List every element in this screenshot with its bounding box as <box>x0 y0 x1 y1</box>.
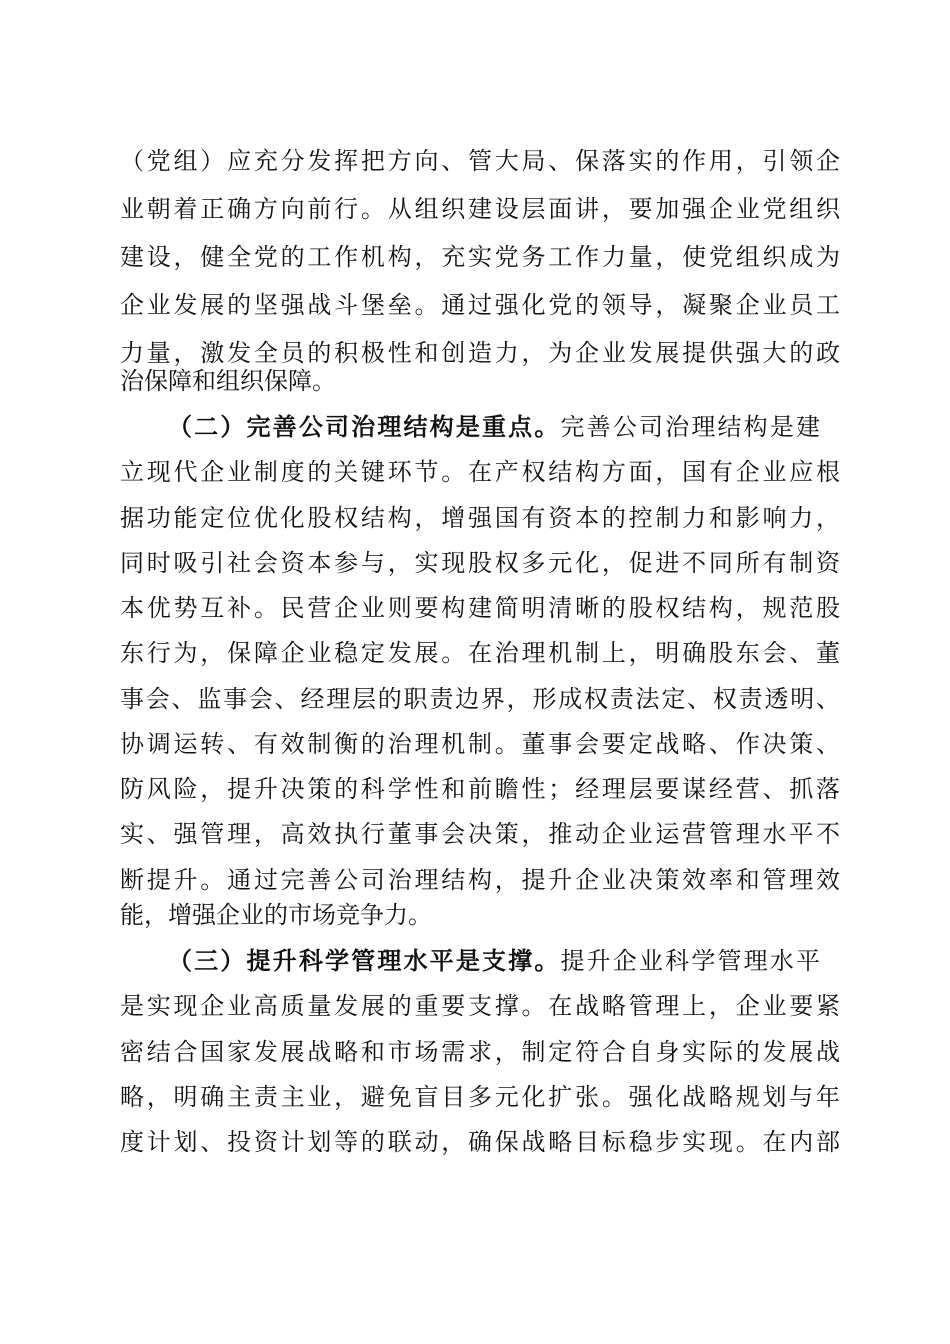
paragraph-line: 据功能定位优化股权结构，增强国有资本的控制力和影响力， <box>120 504 840 532</box>
section-2-heading: （二）完善公司治理结构是重点。 <box>168 412 561 441</box>
paragraph-line: 同时吸引社会资本参与，实现股权多元化，促进不同所有制资 <box>120 549 840 577</box>
paragraph-line: 本优势互补。民营企业则要构建简明清晰的股权结构，规范股 <box>120 594 840 622</box>
paragraph-line: 力量，激发全员的积极性和创造力，为企业发展提供强大的政 <box>120 339 840 367</box>
paragraph-line: 事会、监事会、经理层的职责边界，形成权责法定、权责透明、 <box>120 685 840 713</box>
paragraph-line: 立现代企业制度的关键环节。在产权结构方面，国有企业应根 <box>120 458 840 486</box>
paragraph-line: 略，明确主责主业，避免盲目多元化扩张。强化战略规划与年 <box>120 1083 840 1111</box>
paragraph-line: 协调运转、有效制衡的治理机制。董事会要定战略、作决策、 <box>120 730 840 758</box>
paragraph-line: 断提升。通过完善公司治理结构，提升企业决策效率和管理效 <box>120 866 840 894</box>
section-2-lead: 完善公司治理结构是建 <box>560 413 820 441</box>
paragraph-line: 是实现企业高质量发展的重要支撑。在战略管理上，企业要紧 <box>120 992 840 1020</box>
section-3-first-line <box>168 941 820 981</box>
section-3-lead: 提升企业科学管理水平 <box>560 947 820 975</box>
paragraph-line: 业朝着正确方向前行。从组织建设层面讲，要加强企业党组织 <box>120 195 840 223</box>
section-2-first-line <box>168 407 820 447</box>
paragraph-line: 能，增强企业的市场竞争力。 <box>120 901 432 929</box>
paragraph-line: 企业发展的坚强战斗堡垒。通过强化党的领导，凝聚企业员工 <box>120 291 840 319</box>
section-3-heading: （三）提升科学管理水平是支撑。 <box>168 946 561 975</box>
paragraph-line: 密结合国家发展战略和市场需求，制定符合自身实际的发展战 <box>120 1038 840 1066</box>
paragraph-line: 建设，健全党的工作机构，充实党务工作力量，使党组织成为 <box>120 243 840 271</box>
paragraph-line: 东行为，保障企业稳定发展。在治理机制上，明确股东会、董 <box>120 639 840 667</box>
paragraph-line: （党组）应充分发挥把方向、管大局、保落实的作用，引领企 <box>120 147 840 175</box>
paragraph-line: 度计划、投资计划等的联动，确保战略目标稳步实现。在内部 <box>120 1128 840 1156</box>
paragraph-line: 防风险，提升决策的科学性和前瞻性；经理层要谋经营、抓落 <box>120 775 840 803</box>
paragraph-line: 治保障和组织保障。 <box>120 367 336 395</box>
paragraph-line: 实、强管理，高效执行董事会决策，推动企业运营管理水平不 <box>120 820 840 848</box>
